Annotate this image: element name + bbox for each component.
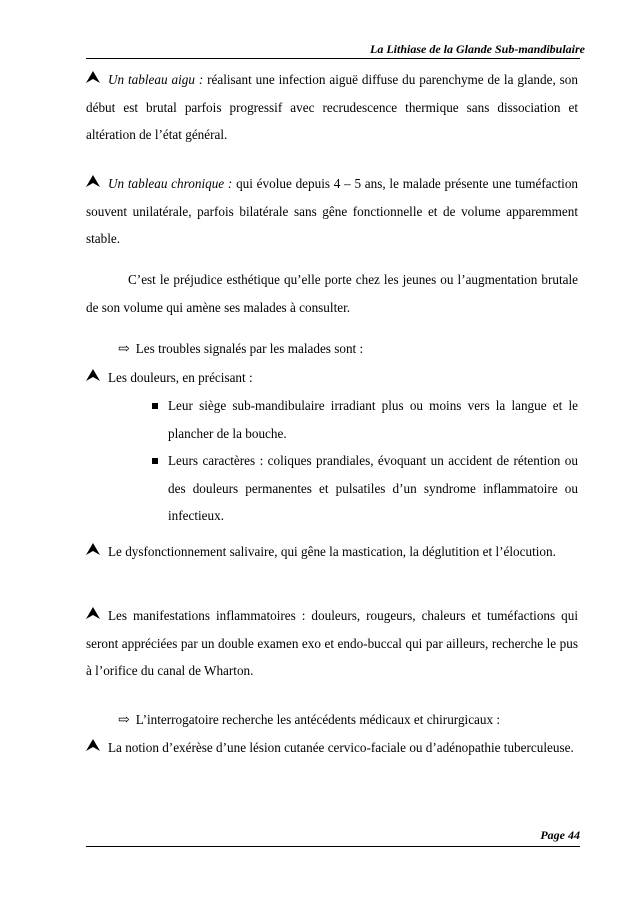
list-item-text: Leurs caractères : coliques prandiales, évoquant un accident de rétention ou des douleurs permanentes et pulsatiles d’un syndrome inflammatoire ou infectieux. xyxy=(168,453,578,523)
tableau-aigu-text: réalisant une infection aiguë diffuse du parenchyme de la glande, son début est brutal parfois progressif avec recrudescence thermique sans dissociation et altération de l’état général. xyxy=(86,72,578,142)
right-arrow-icon: ⇨ xyxy=(118,342,130,357)
list-item xyxy=(152,447,578,530)
interrogatoire-text: L’interrogatoire recherche les antécédents médicaux et chirurgicaux : xyxy=(135,712,501,727)
douleurs-list xyxy=(152,392,578,530)
manifestations-text: Les manifestations inflammatoires : douleurs, rougeurs, chaleurs et tuméfactions qui seront appréciées par un double examen exo et endo-buccal qui par ailleurs, recherche le pus à l’orifice du canal de Wharton. xyxy=(86,608,578,678)
paragraph-dysfonctionnement xyxy=(86,538,578,566)
upward-arrowhead-icon xyxy=(86,543,102,555)
upward-arrowhead-icon xyxy=(86,175,102,187)
page-number: Page 44 xyxy=(540,828,580,842)
list-item-text: Leur siège sub-mandibulaire irradiant plus ou moins vers la langue et le plancher de la bouche. xyxy=(168,398,578,441)
upward-arrowhead-icon xyxy=(86,71,102,83)
dysfonctionnement-text: Le dysfonctionnement salivaire, qui gêne la mastication, la déglutition et l’élocution. xyxy=(108,544,556,559)
tableau-aigu-label: Un tableau aigu : xyxy=(108,72,204,87)
douleurs-intro xyxy=(86,364,578,392)
tableau-chronique-label: Un tableau chronique : xyxy=(108,176,233,191)
paragraph-notion xyxy=(86,734,578,762)
troubles-intro xyxy=(118,335,363,364)
square-bullet-icon xyxy=(152,403,158,409)
paragraph-manifestations xyxy=(86,602,578,685)
upward-arrowhead-icon xyxy=(86,369,102,381)
upward-arrowhead-icon xyxy=(86,739,102,751)
running-header-title: La Lithiase de la Glande Sub-mandibulaire xyxy=(369,42,585,56)
list-item xyxy=(152,392,578,447)
square-bullet-icon xyxy=(152,458,158,464)
notion-text: La notion d’exérèse d’une lésion cutanée cervico-faciale ou d’adénopathie tuberculeuse. xyxy=(108,740,574,755)
paragraph-prejudice: C’est le préjudice esthétique qu’elle porte chez les jeunes ou l’augmentation brutale de son volume qui amène ses malades à consulter. xyxy=(86,272,578,315)
troubles-intro-text: Les troubles signalés par les malades sont : xyxy=(135,341,364,356)
header-divider xyxy=(86,58,580,59)
tableau-chronique-text: qui évolue depuis 4 – 5 ans, le malade présente une tuméfaction souvent unilatérale, parfois bilatérale sans gêne fonctionnelle et de volume apparemment stable. xyxy=(86,176,579,246)
footer-divider xyxy=(86,846,580,847)
paragraph-tableau-aigu xyxy=(86,66,578,149)
upward-arrowhead-icon xyxy=(86,607,102,619)
interrogatoire-intro xyxy=(118,706,500,735)
paragraph-tableau-chronique xyxy=(86,170,578,253)
douleurs-intro-text: Les douleurs, en précisant : xyxy=(108,370,253,385)
right-arrow-icon: ⇨ xyxy=(118,713,130,728)
